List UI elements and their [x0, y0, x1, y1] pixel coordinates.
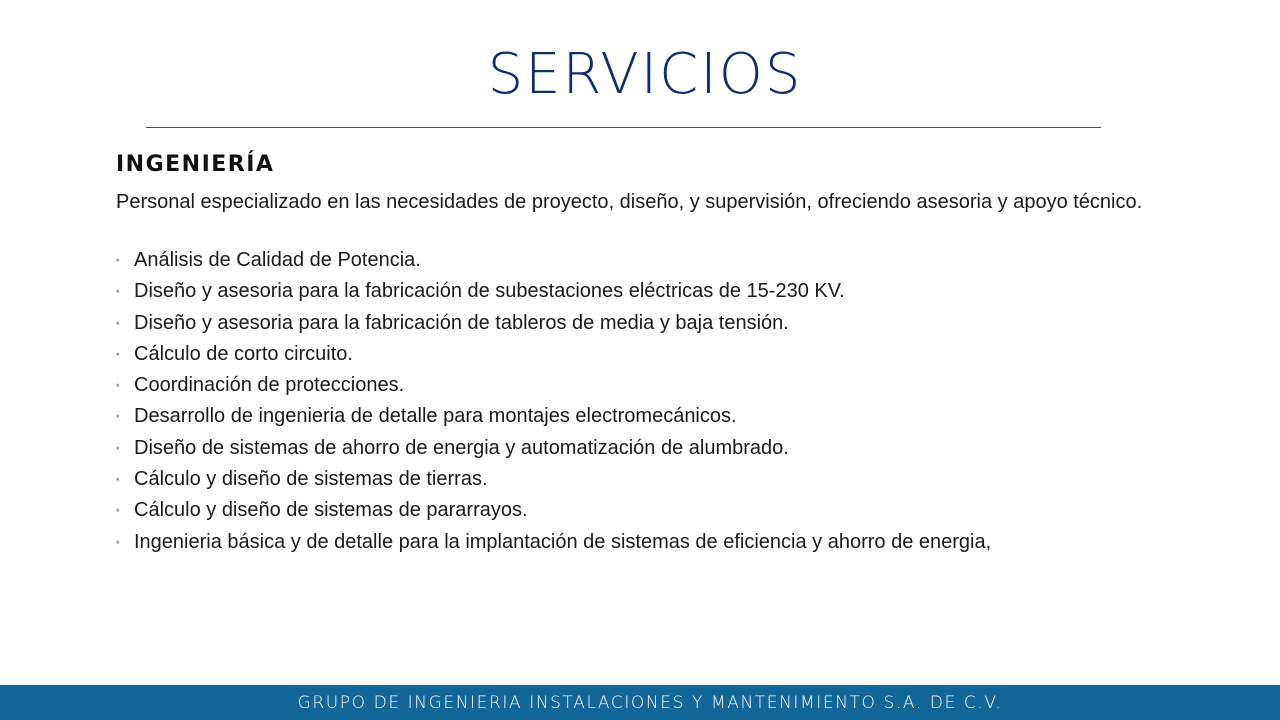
service-item-text: Diseño y asesoria para la fabricación de subestaciones eléctricas de 15-230 KV. [134, 280, 845, 303]
bullet-icon: * [116, 507, 120, 518]
section-heading: INGENIERÍA [116, 152, 275, 177]
service-item-text: Diseño de sistemas de ahorro de energia y automatización de alumbrado. [134, 436, 789, 459]
bullet-icon: * [116, 413, 120, 424]
service-list-item [116, 247, 991, 278]
service-item-text: Desarrollo de ingenieria de detalle para montajes electromecánicos. [134, 405, 737, 428]
slide-title: SERVICIOS [487, 42, 803, 107]
service-list-item [116, 466, 991, 497]
service-list-item [116, 310, 991, 341]
service-list-item [116, 529, 991, 560]
service-list [116, 247, 991, 560]
footer-bar [0, 685, 1280, 720]
service-list-item [116, 497, 991, 528]
service-item-text: Coordinación de protecciones. [134, 374, 405, 397]
bullet-icon: * [116, 288, 120, 299]
service-item-text: Cálculo de corto circuito. [134, 342, 353, 365]
title-divider [146, 127, 1101, 128]
footer-company-name: GRUPO DE INGENIERIA INSTALACIONES Y MANTENIMIENTO S.A. DE C.V. [297, 692, 1003, 713]
service-list-item [116, 435, 991, 466]
service-item-text: Diseño y asesoria para la fabricación de tableros de media y baja tensión. [134, 311, 789, 334]
service-item-text: Análisis de Calidad de Potencia. [134, 249, 421, 271]
service-list-item [116, 341, 991, 372]
service-item-text: Cálculo y diseño de sistemas de tierras. [134, 468, 488, 491]
bullet-icon: * [116, 444, 120, 455]
bullet-icon: * [116, 476, 120, 487]
service-list-item [116, 278, 991, 309]
service-item-text: Cálculo y diseño de sistemas de pararrayos. [134, 499, 528, 522]
service-list-item [116, 403, 991, 434]
section-description: Personal especializado en las necesidades de proyecto, diseño, y supervisión, ofreciendo asesoria y apoyo técnico. [116, 191, 1143, 213]
bullet-icon: * [116, 382, 120, 393]
service-list-item [116, 372, 991, 403]
service-item-text: Ingenieria básica y de detalle para la implantación de sistemas de eficiencia y ahorro de energia, [134, 530, 992, 553]
bullet-icon: * [116, 257, 120, 267]
bullet-icon: * [116, 538, 120, 549]
bullet-icon: * [116, 319, 120, 330]
bullet-icon: * [116, 350, 120, 361]
